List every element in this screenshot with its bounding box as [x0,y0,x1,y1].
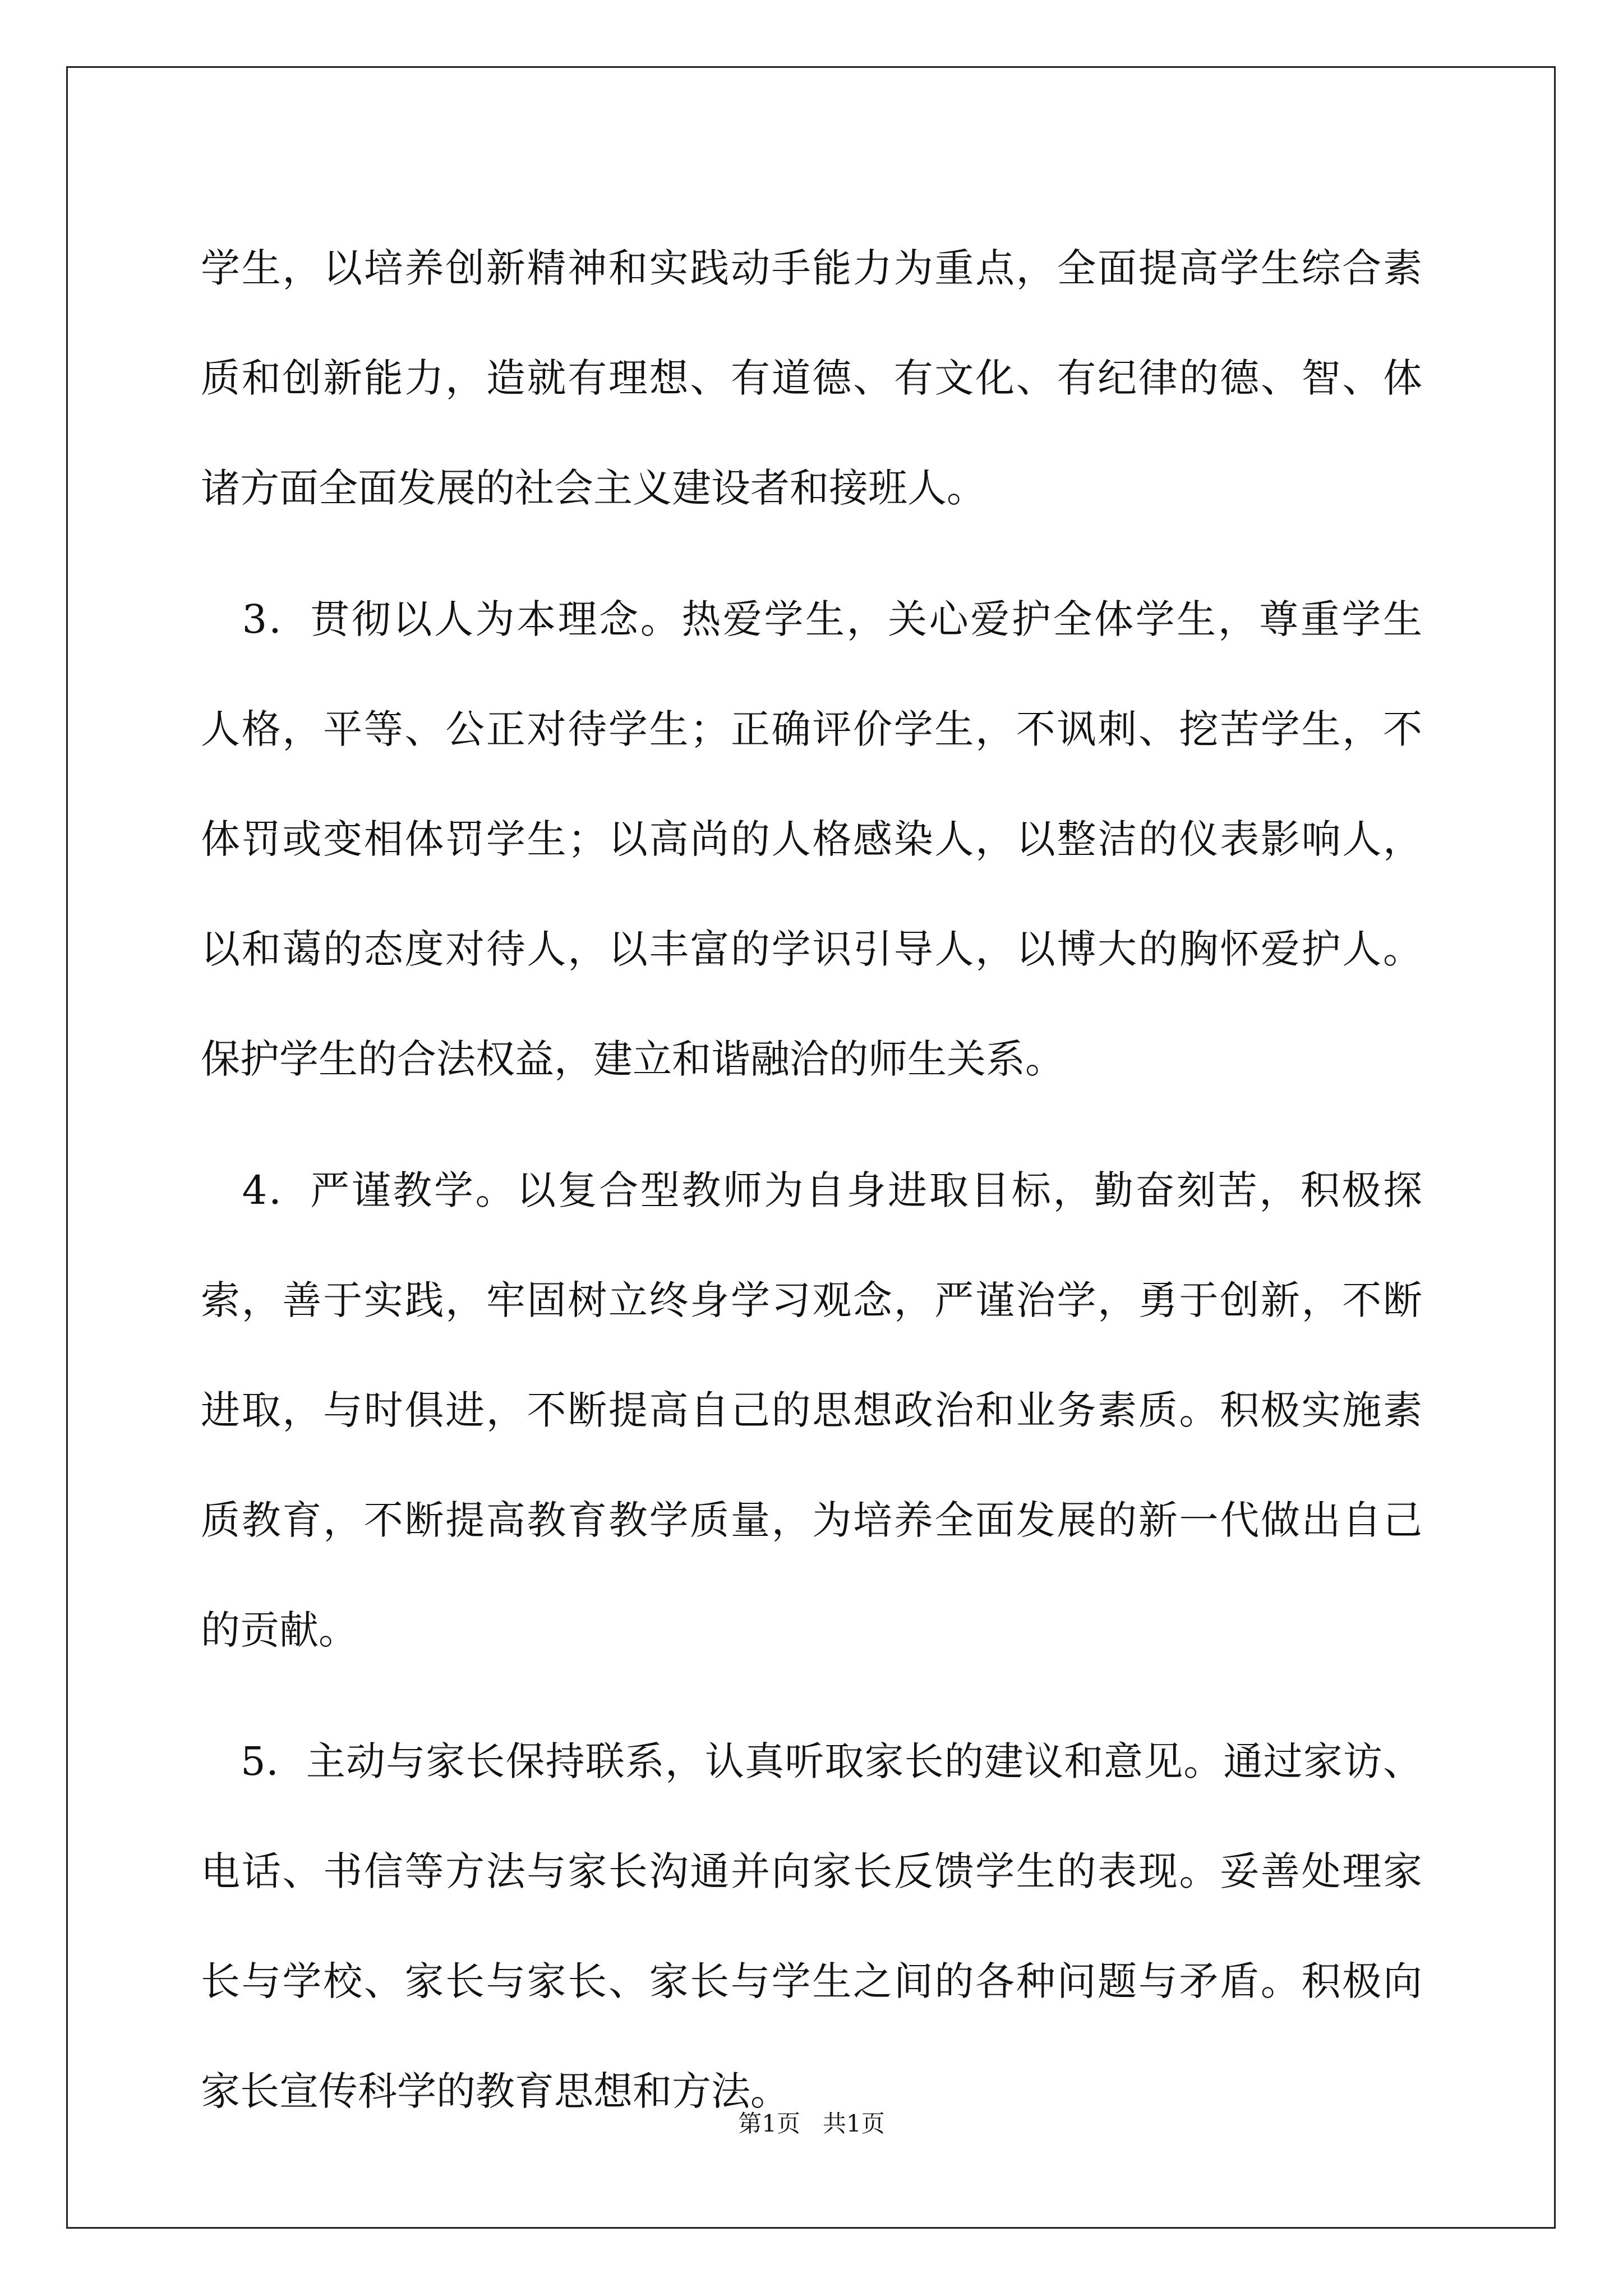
text-line: 诸方面全面发展的社会主义建设者和接班人。 [201,465,986,511]
paragraph-gap [201,543,1422,564]
text-line: 人格，平等、公正对待学生；正确评价学生，不讽刺、挖苦学生，不 [201,706,1422,752]
text-line: 质和创新能力，造就有理想、有道德、有文化、有纪律的德、智、体 [201,355,1422,401]
text-line: 家长宣传科学的教育思想和方法。 [201,2068,790,2114]
text-line: 4．严谨教学。以复合型教师为自身进取目标，勤奋刻苦，积极探 [201,1167,1422,1213]
page-number: 第1页 [738,2110,800,2137]
text-line: 质教育，不断提高教育教学质量，为培养全面发展的新一代做出自己 [201,1497,1422,1543]
text-line: 体罚或变相体罚学生；以高尚的人格感染人，以整洁的仪表影响人， [201,816,1422,862]
text-line: 保护学生的合法权益，建立和谐融洽的师生关系。 [201,1036,1064,1082]
text-line: 长与学校、家长与家长、家长与学生之间的各种问题与矛盾。积极向 [201,1958,1422,2004]
paragraph-gap [201,1685,1422,1706]
text-line: 5．主动与家长保持联系，认真听取家长的建议和意见。通过家访、 [201,1738,1422,1784]
page-total: 共1页 [823,2110,885,2137]
text-line: 的贡献。 [201,1607,358,1653]
text-line: 学生，以培养创新精神和实践动手能力为重点，全面提高学生综合素 [201,245,1422,291]
page-footer [0,2107,1623,2141]
text-line: 索，善于实践，牢固树立终身学习观念，严谨治学，勇于创新，不断 [201,1277,1422,1323]
text-line: 以和蔼的态度对待人，以丰富的学识引导人，以博大的胸怀爱护人。 [201,926,1422,972]
text-line: 电话、书信等方法与家长沟通并向家长反馈学生的表现。妥善处理家 [201,1848,1422,1894]
document-body [201,213,1422,2146]
text-line: 3．贯彻以人为本理念。热爱学生，关心爱护全体学生，尊重学生 [201,596,1422,642]
paragraph-gap [201,1114,1422,1135]
text-line: 进取，与时俱进，不断提高自己的思想政治和业务素质。积极实施素 [201,1387,1422,1433]
